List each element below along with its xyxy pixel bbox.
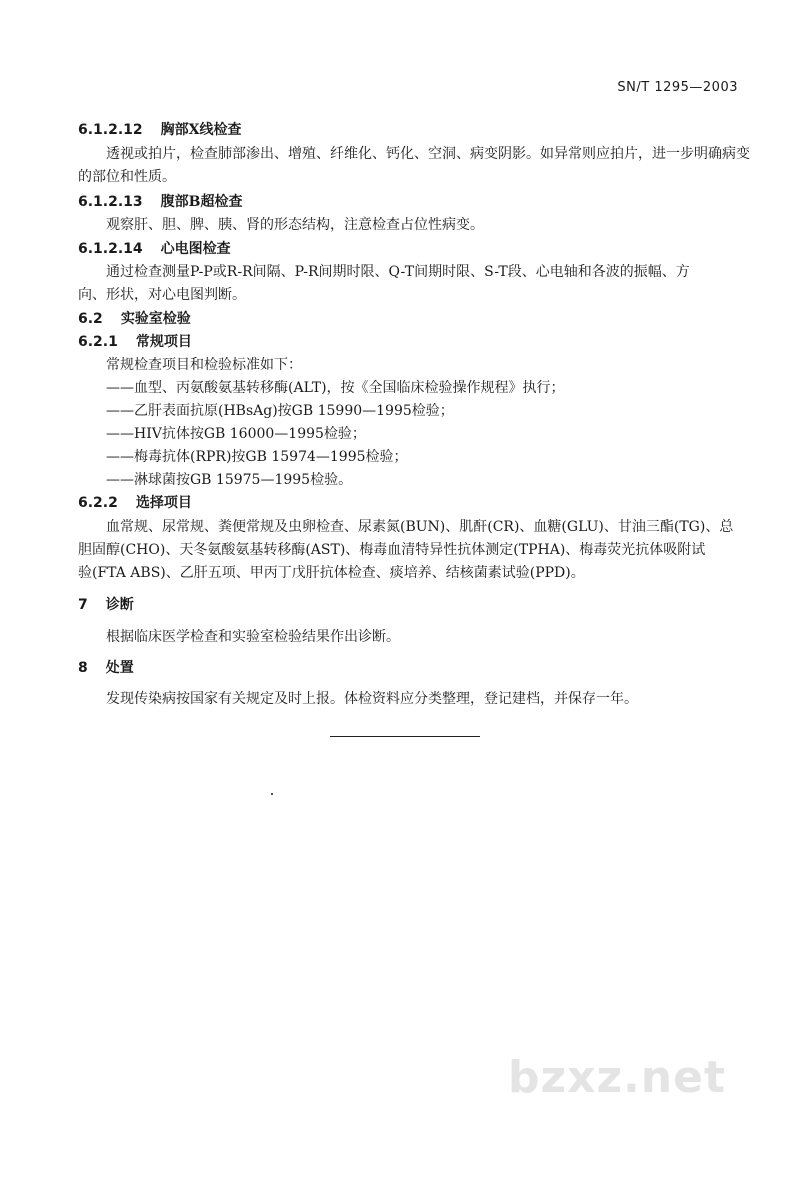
section-title: 常规项目	[135, 334, 192, 350]
list-item: ——淋球菌按GB 15975—1995检验。	[106, 472, 353, 488]
section-number: 6.2	[78, 311, 103, 327]
list-item: ——血型、丙氨酸氨基转移酶(ALT)，按《全国临床检验操作规程》执行；	[106, 380, 565, 396]
paragraph-line: 观察肝、胆、脾、胰、肾的形态结构，注意检查占位性病变。	[106, 217, 484, 233]
paragraph-line: 向、形状，对心电图判断。	[78, 287, 246, 303]
section-heading-6-1-2-13	[78, 191, 243, 211]
section-heading-6-2	[78, 308, 191, 328]
standard-number: SN/T 1295—2003	[617, 80, 738, 95]
section-title: 实验室检验	[120, 311, 191, 327]
paragraph-line: 通过检查测量P-P或R-R间隔、P-R间期时限、Q-T间期时限、S-T段、心电轴和各波的振幅、方	[106, 264, 690, 280]
section-heading-6-1-2-12	[78, 119, 242, 139]
section-number: 7	[78, 597, 88, 613]
paragraph-line: 验(FTA ABS)、乙肝五项、甲丙丁戊肝抗体检查、痰培养、结核菌素试验(PPD)。	[78, 565, 585, 581]
section-title: 心电图检查	[160, 241, 231, 257]
paragraph-line: 透视或拍片，检查肺部渗出、增殖、纤维化、钙化、空洞、病变阴影。如异常则应拍片，进一步明确病变	[106, 146, 750, 162]
paragraph-line: 根据临床医学检查和实验室检验结果作出诊断。	[106, 629, 400, 645]
section-title: 胸部X线检查	[160, 122, 242, 138]
scan-speck	[271, 793, 273, 795]
list-item: ——乙肝表面抗原(HBsAg)按GB 15990—1995检验；	[106, 403, 454, 419]
paragraph-line: 胆固醇(CHO)、天冬氨酸氨基转移酶(AST)、梅毒血清特异性抗体测定(TPHA)、梅毒荧光抗体吸附试	[78, 542, 706, 558]
section-title: 处置	[105, 660, 134, 676]
section-heading-6-2-2	[78, 492, 192, 512]
paragraph-line: 的部位和性质。	[78, 169, 176, 185]
section-number: 6.1.2.12	[78, 122, 143, 138]
watermark: bzxz.net	[507, 1052, 726, 1103]
list-item: ——HIV抗体按GB 16000—1995检验；	[106, 426, 366, 442]
section-title: 选择项目	[135, 495, 192, 511]
paragraph-line: 发现传染病按国家有关规定及时上报。体检资料应分类整理，登记建档，并保存一年。	[106, 691, 638, 707]
section-number: 8	[78, 660, 88, 676]
section-number: 6.2.1	[78, 334, 118, 350]
section-heading-6-1-2-14	[78, 238, 231, 258]
section-number: 6.1.2.13	[78, 194, 143, 210]
section-heading-6-2-1	[78, 331, 192, 351]
section-number: 6.2.2	[78, 495, 118, 511]
section-heading-8	[78, 657, 134, 677]
section-title: 腹部B超检查	[160, 194, 243, 210]
section-number: 6.1.2.14	[78, 241, 143, 257]
end-divider	[330, 736, 480, 737]
list-item: ——梅毒抗体(RPR)按GB 15974—1995检验；	[106, 449, 408, 465]
section-title: 诊断	[105, 597, 134, 613]
section-heading-7	[78, 594, 134, 614]
paragraph-line: 血常规、尿常规、粪便常规及虫卵检查、尿素氮(BUN)、肌酐(CR)、血糖(GLU)、甘油三酯(TG)、总	[106, 519, 734, 535]
paragraph-line: 常规检查项目和检验标准如下：	[106, 357, 302, 373]
